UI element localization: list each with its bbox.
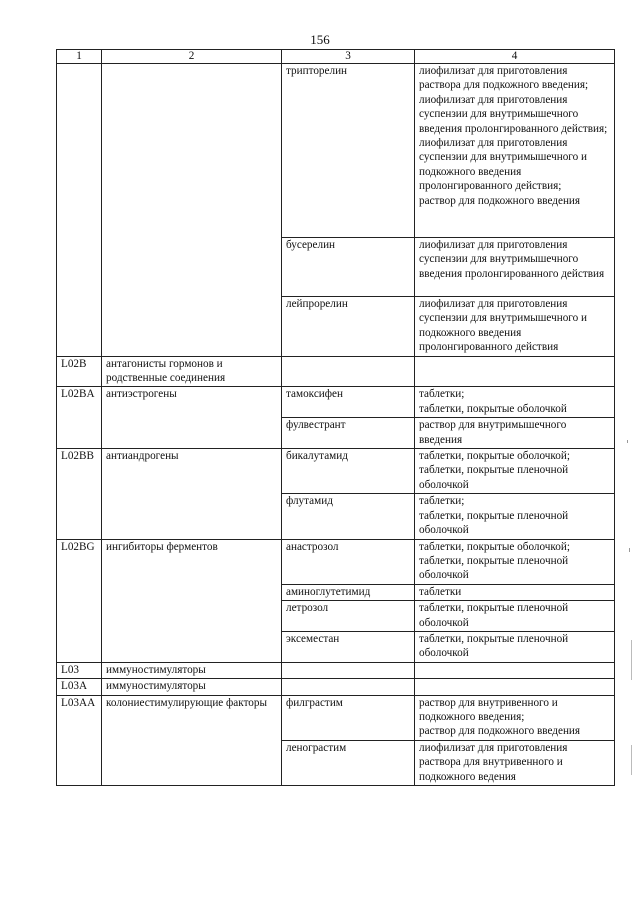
scan-artifact — [627, 440, 628, 443]
table-row — [57, 356, 615, 387]
dosage-form-cell: таблетки, покрытые пленочной оболочкой — [415, 601, 615, 632]
drug-name-cell: филграстим — [282, 695, 415, 740]
drug-name-cell — [282, 679, 415, 695]
atc-code-cell: L03AA — [57, 695, 102, 785]
group-name-cell: антагонисты гормонов и родственные соединения — [102, 356, 282, 387]
table-header-row — [57, 50, 615, 64]
group-name-cell: иммуностимуляторы — [102, 679, 282, 695]
atc-code-cell — [57, 64, 102, 357]
drug-name-cell: фулвестрант — [282, 418, 415, 449]
column-header: 2 — [102, 50, 282, 64]
table-row — [57, 679, 615, 695]
dosage-form-cell: таблетки; таблетки, покрытые оболочкой — [415, 387, 615, 418]
dosage-form-cell — [415, 679, 615, 695]
group-name-cell: ингибиторы ферментов — [102, 539, 282, 662]
table-row — [57, 662, 615, 678]
dosage-form-cell: таблетки, покрытые пленочной оболочкой — [415, 631, 615, 662]
drug-name-cell — [282, 356, 415, 387]
drug-name-cell: тамоксифен — [282, 387, 415, 418]
drug-name-cell: бикалутамид — [282, 449, 415, 494]
dosage-form-cell: таблетки; таблетки, покрытые пленочной оболочкой — [415, 494, 615, 539]
drug-name-cell: эксеместан — [282, 631, 415, 662]
table-row — [57, 449, 615, 494]
dosage-form-cell: лиофилизат для приготовления раствора для внутривенного и подкожного ведения — [415, 740, 615, 785]
dosage-form-cell — [415, 662, 615, 678]
scan-artifact — [631, 640, 632, 680]
drug-name-cell: летрозол — [282, 601, 415, 632]
column-header: 1 — [57, 50, 102, 64]
atc-code-cell: L02B — [57, 356, 102, 387]
table-row — [57, 387, 615, 418]
drug-name-cell: трипторелин — [282, 64, 415, 238]
scan-artifact — [629, 548, 630, 552]
atc-code-cell: L02BG — [57, 539, 102, 662]
dosage-form-cell: таблетки, покрытые оболочкой; таблетки, покрытые пленочной оболочкой — [415, 449, 615, 494]
table-row — [57, 64, 615, 238]
dosage-form-cell: раствор для внутривенного и подкожного введения; раствор для подкожного введения — [415, 695, 615, 740]
atc-code-cell: L02BA — [57, 387, 102, 449]
drug-name-cell: анастрозол — [282, 539, 415, 584]
dosage-form-cell: лиофилизат для приготовления раствора для подкожного введения; лиофилизат для приготовления суспензии для внутримышечного введения пролонгированного действия; лиофилизат для приготовления суспензии для внутримышечного и подкожного введения пролонгированного действия; раствор для подкожного введения — [415, 64, 615, 238]
dosage-form-cell: лиофилизат для приготовления суспензии для внутримышечного и подкожного введения пролонгированного действия — [415, 297, 615, 357]
drug-name-cell: флутамид — [282, 494, 415, 539]
atc-code-cell: L03 — [57, 662, 102, 678]
column-header: 3 — [282, 50, 415, 64]
group-name-cell — [102, 64, 282, 357]
dosage-form-cell — [415, 356, 615, 387]
page-number: 156 — [310, 32, 330, 47]
group-name-cell: иммуностимуляторы — [102, 662, 282, 678]
dosage-form-cell: таблетки, покрытые оболочкой; таблетки, покрытые пленочной оболочкой — [415, 539, 615, 584]
dosage-form-cell: лиофилизат для приготовления суспензии для внутримышечного введения пролонгированного действия — [415, 238, 615, 297]
dosage-form-cell: таблетки — [415, 584, 615, 600]
group-name-cell: антиандрогены — [102, 449, 282, 539]
drug-name-cell: бусерелин — [282, 238, 415, 297]
atc-code-cell: L03A — [57, 679, 102, 695]
table-row — [57, 695, 615, 740]
drug-table — [56, 49, 615, 786]
scan-artifact — [631, 745, 632, 775]
drug-name-cell: ленограстим — [282, 740, 415, 785]
drug-name-cell: аминоглутетимид — [282, 584, 415, 600]
column-header: 4 — [415, 50, 615, 64]
group-name-cell: антиэстрогены — [102, 387, 282, 449]
table-row — [57, 539, 615, 584]
drug-name-cell: лейпрорелин — [282, 297, 415, 357]
atc-code-cell: L02BB — [57, 449, 102, 539]
drug-name-cell — [282, 662, 415, 678]
group-name-cell: колониестимулирующие факторы — [102, 695, 282, 785]
dosage-form-cell: раствор для внутримышечного введения — [415, 418, 615, 449]
